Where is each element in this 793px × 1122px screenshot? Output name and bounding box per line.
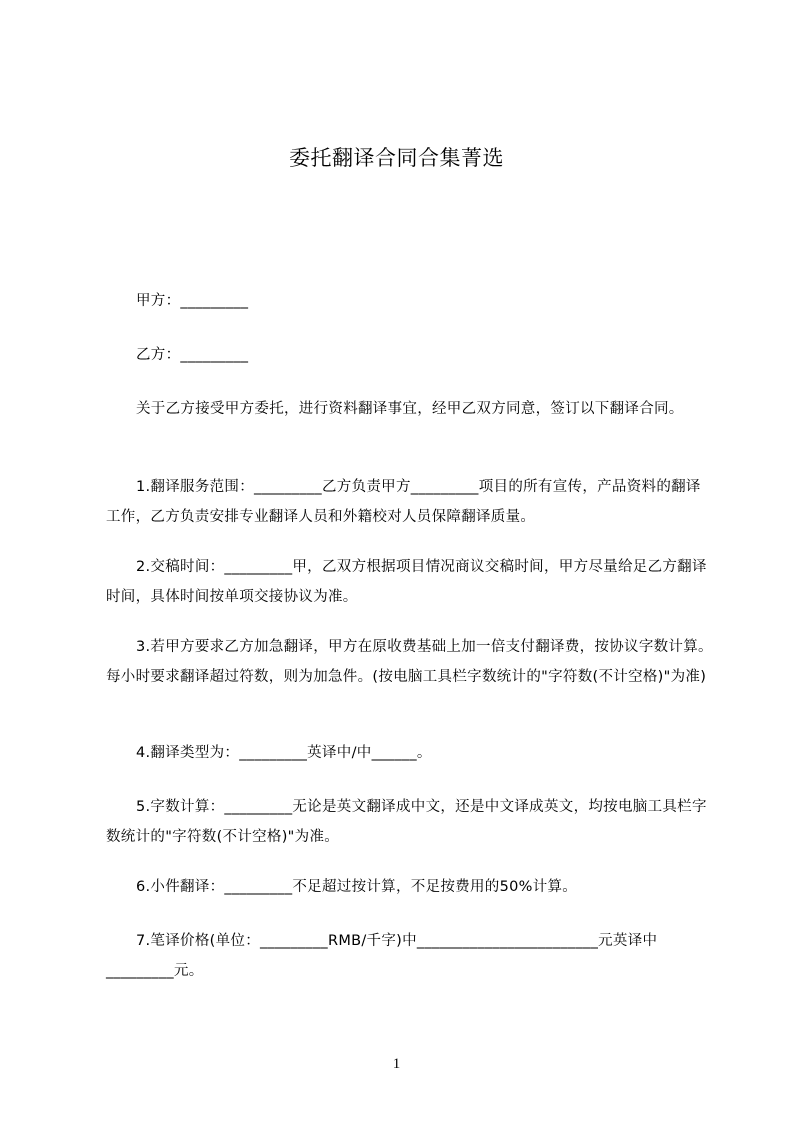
clause-1: 1.翻译服务范围：_________乙方负责甲方_________项目的所有宣传，产品资料的翻译工作，乙方负责安排专业翻译人员和外籍校对人员保障翻译质量。 [106,479,701,525]
clause-5: 5.字数计算：_________无论是英文翻译成中文，还是中文译成英文，均按电脑工具栏字数统计的"字符数(不计空格)"为准。 [106,799,707,845]
clause-3: 3.若甲方要求乙方加急翻译，甲方在原收费基础上加一倍支付翻译费，按协议字数计算。每小时要求翻译超过符数，则为加急件。(按电脑工具栏字数统计的"字符数(不计空格)"为准) [106,639,713,685]
intro-paragraph: 关于乙方接受甲方委托，进行资料翻译事宜，经甲乙双方同意，签订以下翻译合同。 [136,401,684,417]
page-number: 1 [392,1056,401,1072]
clause-2: 2.交稿时间：_________甲，乙双方根据项目情况商议交稿时间，甲方尽量给足乙方翻译时间，具体时间按单项交接协议为准。 [106,559,707,605]
clause-4: 4.翻译类型为：_________英译中/中______。 [136,745,432,761]
party-a-line: 甲方：_________ [136,293,249,309]
clause-6: 6.小件翻译：_________不足超过按计算，不足按费用的50%计算。 [136,879,578,895]
party-b-line: 乙方：_________ [136,347,249,363]
document-title: 委托翻译合同合集菁选 [289,146,504,170]
clause-7: 7.笔译价格(单位：_________RMB/千字)中________________________元英译中_________元。 [106,933,658,979]
